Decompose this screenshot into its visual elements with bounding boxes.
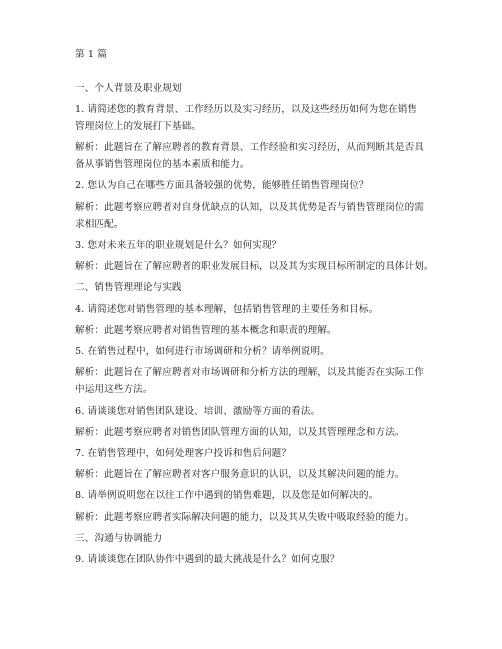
question-3: 3. 您对未来五年的职业规划是什么？如何实现？ [75, 240, 282, 251]
question-6: 6. 请谈谈您对销售团队建设、培训、激励等方面的看法。 [75, 406, 321, 417]
answer-4: 解析：此题考察应聘者对销售管理的基本概念和职责的理解。 [75, 325, 337, 336]
answer-1-line-1: 解析：此题旨在了解应聘者的教育背景、工作经验和实习经历，从而判断其是否具 [75, 142, 424, 153]
question-8: 8. 请举例说明您在以往工作中遇到的销售难题，以及您是如何解决的。 [75, 490, 379, 501]
answer-2-line-2: 求相匹配。 [75, 219, 124, 230]
question-1-line-1: 1. 请简述您的教育背景、工作经历以及实习经历，以及这些经历如何为您在销售 [75, 104, 418, 115]
page-title: 第 1 篇 [75, 49, 107, 60]
answer-8: 解析：此题考察应聘者实际解决问题的能力，以及其从失败中吸取经验的能力。 [75, 512, 415, 523]
section-heading-background: 一、个人背景及职业规划 [75, 83, 182, 94]
answer-7: 解析：此题旨在了解应聘者对客户服务意识的认识，以及其解决问题的能力。 [75, 469, 405, 480]
answer-5-line-2: 中运用这些方法。 [75, 384, 153, 395]
question-7: 7. 在销售管理中，如何处理客户投诉和售后问题？ [75, 448, 292, 459]
question-1-line-2: 管理岗位上的发展打下基础。 [75, 121, 202, 132]
question-9: 9. 请谈谈您在团队协作中遇到的最大挑战是什么？如何克服？ [75, 554, 340, 565]
answer-1-line-2: 备从事销售管理岗位的基本素质和能力。 [75, 159, 250, 170]
answer-5-line-1: 解析：此题旨在了解应聘者对市场调研和分析方法的理解，以及其能否在实际工作 [75, 367, 424, 378]
answer-6: 解析：此题考察应聘者对销售团队管理方面的认知，以及其管理理念和方法。 [75, 427, 405, 438]
question-2: 2. 您认为自己在哪些方面具备较强的优势，能够胜任销售管理岗位？ [75, 180, 369, 191]
question-4: 4. 请简述您对销售管理的基本理解，包括销售管理的主要任务和目标。 [75, 304, 379, 315]
answer-3: 解析：此题旨在了解应聘者的职业发展目标，以及其为实现目标所制定的具体计划。 [75, 261, 434, 272]
answer-2-line-1: 解析：此题考察应聘者对自身优缺点的认知，以及其优势是否与销售管理岗位的需 [75, 202, 424, 213]
section-heading-sales-management: 二、销售管理理论与实践 [75, 282, 182, 293]
question-5: 5. 在销售过程中，如何进行市场调研和分析？请举例说明。 [75, 346, 330, 357]
section-heading-communication: 三、沟通与协调能力 [75, 533, 163, 544]
